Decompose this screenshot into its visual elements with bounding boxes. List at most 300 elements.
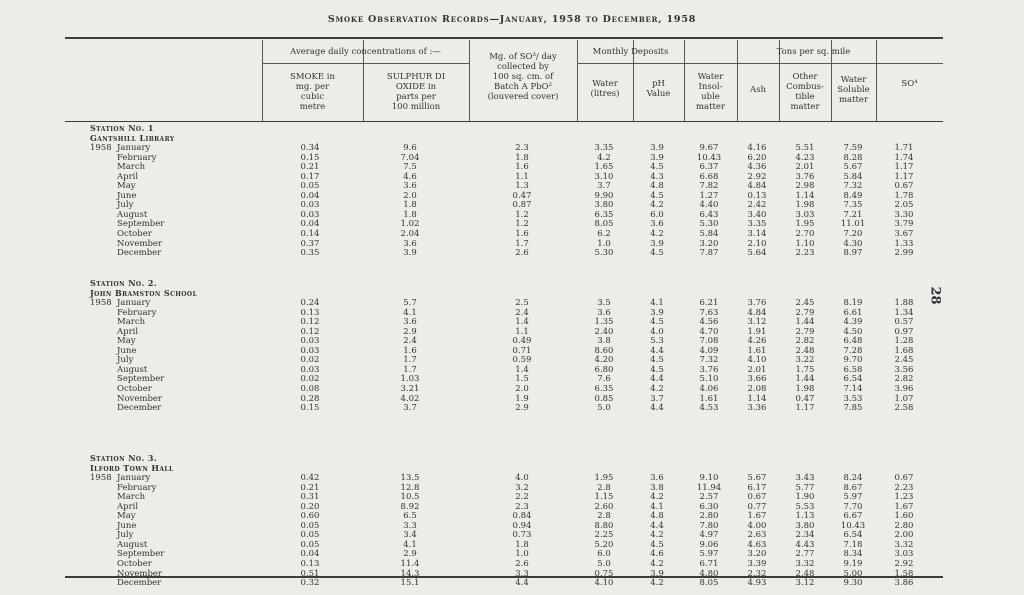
ph-cell: 4.5 <box>650 248 664 259</box>
smoke-cell: 0.17 <box>300 171 320 182</box>
smoke-cell: 0.13 <box>300 558 320 569</box>
ph-cell: 3.9 <box>650 307 664 318</box>
smoke-cell: 0.42 <box>300 473 320 483</box>
ash-cell: 3.35 <box>747 219 767 230</box>
soluble-cell: 7.85 <box>843 403 863 414</box>
combustible-cell: 3.22 <box>795 355 815 366</box>
water-cell: 8.05 <box>594 219 614 230</box>
month-cell: March <box>117 162 146 173</box>
table-row <box>0 143 1024 153</box>
soluble-cell: 8.19 <box>843 298 863 308</box>
insoluble-cell: 6.21 <box>699 298 719 308</box>
month-cell: November <box>117 238 162 249</box>
combustible-cell: 2.70 <box>795 228 815 239</box>
ph-cell: 4.5 <box>650 190 664 201</box>
combustible-cell: 1.90 <box>795 492 815 503</box>
sulphur-cell: 3.21 <box>400 383 420 394</box>
ph-cell: 3.8 <box>650 482 664 493</box>
month-cell: August <box>117 539 148 550</box>
month-cell: February <box>117 482 157 493</box>
so4-cell: 3.30 <box>894 209 914 220</box>
water-cell: 5.20 <box>594 539 614 550</box>
month-cell: June <box>117 345 137 356</box>
smoke-cell: 0.04 <box>300 190 320 201</box>
header-sulphur: SULPHUR DI OXIDE in parts per 100 million <box>386 72 446 112</box>
insoluble-cell: 9.67 <box>699 143 719 153</box>
header-combustible: Other Combus- tible matter <box>786 72 824 112</box>
combustible-cell: 2.34 <box>795 530 815 541</box>
combustible-cell: 1.98 <box>795 200 815 211</box>
table-row <box>0 569 1024 579</box>
insoluble-cell: 7.87 <box>699 248 719 259</box>
month-cell: August <box>117 209 148 220</box>
smoke-cell: 0.12 <box>300 326 320 337</box>
water-cell: 8.60 <box>594 345 614 356</box>
ph-cell: 4.2 <box>650 578 664 589</box>
insoluble-cell: 9.06 <box>699 539 719 550</box>
so3-collected-cell: 1.1 <box>515 326 529 337</box>
table-row <box>0 153 1024 163</box>
table-row <box>0 394 1024 404</box>
ash-cell: 6.17 <box>747 482 767 493</box>
soluble-cell: 5.84 <box>843 171 863 182</box>
water-cell: 1.0 <box>597 238 611 249</box>
insoluble-cell: 4.40 <box>699 200 719 211</box>
soluble-cell: 8.49 <box>843 190 863 201</box>
so4-cell: 1.33 <box>894 238 914 249</box>
insoluble-cell: 5.30 <box>699 219 719 230</box>
water-cell: 1.65 <box>594 162 614 173</box>
month-cell: October <box>117 558 152 569</box>
header-ash: Ash <box>750 85 766 95</box>
soluble-cell: 7.20 <box>843 228 863 239</box>
ph-cell: 6.0 <box>650 209 664 220</box>
soluble-cell: 8.34 <box>843 549 863 560</box>
ph-cell: 4.0 <box>650 326 664 337</box>
water-cell: 0.85 <box>594 393 614 404</box>
ash-cell: 4.63 <box>747 539 767 550</box>
soluble-cell: 9.70 <box>843 355 863 366</box>
soluble-cell: 8.67 <box>843 482 863 493</box>
insoluble-cell: 1.27 <box>699 190 719 201</box>
so3-collected-cell: 1.8 <box>515 152 529 163</box>
header-group-monthly: Monthly Deposits <box>592 47 669 57</box>
ph-cell: 3.6 <box>650 219 664 230</box>
combustible-cell: 2.01 <box>795 162 815 173</box>
ash-cell: 3.40 <box>747 209 767 220</box>
station-number: Station No. 3. <box>90 453 158 463</box>
soluble-cell: 7.35 <box>843 200 863 211</box>
water-cell: 4.20 <box>594 355 614 366</box>
table-row <box>0 229 1024 239</box>
month-cell: November <box>117 568 162 579</box>
table-row <box>0 530 1024 540</box>
so4-cell: 0.57 <box>894 317 914 328</box>
sulphur-cell: 7.04 <box>400 152 420 163</box>
insoluble-cell: 6.43 <box>699 209 719 220</box>
ph-cell: 4.4 <box>650 374 664 385</box>
table-row <box>0 248 1024 258</box>
combustible-cell: 2.98 <box>795 181 815 192</box>
ph-cell: 3.9 <box>650 143 664 153</box>
smoke-cell: 0.05 <box>300 539 320 550</box>
table-row <box>0 308 1024 318</box>
month-cell: December <box>117 248 162 259</box>
combustible-cell: 2.82 <box>795 336 815 347</box>
insoluble-cell: 4.80 <box>699 568 719 579</box>
so3-collected-cell: 1.4 <box>515 364 529 375</box>
combustible-cell: 1.95 <box>795 219 815 230</box>
ash-cell: 0.77 <box>747 501 767 512</box>
sulphur-cell: 3.3 <box>403 520 417 531</box>
ash-cell: 4.00 <box>747 520 767 531</box>
table-row <box>0 172 1024 182</box>
water-cell: 6.35 <box>594 383 614 394</box>
so3-collected-cell: 2.6 <box>515 248 529 259</box>
combustible-cell: 0.47 <box>795 393 815 404</box>
so3-collected-cell: 0.71 <box>512 345 532 356</box>
combustible-cell: 4.43 <box>795 539 815 550</box>
so4-cell: 3.56 <box>894 364 914 375</box>
table-row <box>0 191 1024 201</box>
table-row <box>0 336 1024 346</box>
combustible-cell: 1.75 <box>795 364 815 375</box>
ph-cell: 4.4 <box>650 520 664 531</box>
water-cell: 1.95 <box>594 473 614 483</box>
ash-cell: 0.13 <box>747 190 767 201</box>
ash-cell: 4.10 <box>747 355 767 366</box>
water-cell: 5.0 <box>597 558 611 569</box>
water-cell: 3.35 <box>594 143 614 153</box>
so4-cell: 3.67 <box>894 228 914 239</box>
table-row <box>0 473 1024 483</box>
soluble-cell: 8.28 <box>843 152 863 163</box>
smoke-cell: 0.31 <box>300 492 320 503</box>
so4-cell: 2.00 <box>894 530 914 541</box>
header-insoluble: Water Insol- uble matter <box>695 72 726 112</box>
ph-cell: 4.4 <box>650 403 664 414</box>
so4-cell: 1.88 <box>894 298 914 308</box>
ph-cell: 4.1 <box>650 298 664 308</box>
ash-cell: 2.32 <box>747 568 767 579</box>
so4-cell: 1.71 <box>894 143 914 153</box>
station-heading <box>90 124 175 143</box>
ph-cell: 4.8 <box>650 511 664 522</box>
ph-cell: 4.4 <box>650 345 664 356</box>
insoluble-cell: 6.68 <box>699 171 719 182</box>
soluble-cell: 6.54 <box>843 530 863 541</box>
combustible-cell: 3.12 <box>795 578 815 589</box>
combustible-cell: 5.51 <box>795 143 815 153</box>
sulphur-cell: 3.4 <box>403 530 417 541</box>
ph-cell: 4.2 <box>650 200 664 211</box>
so3-collected-cell: 1.6 <box>515 162 529 173</box>
smoke-cell: 0.51 <box>300 568 320 579</box>
ash-cell: 3.76 <box>747 298 767 308</box>
water-cell: 3.5 <box>597 298 611 308</box>
so4-cell: 0.67 <box>894 473 914 483</box>
so3-collected-cell: 0.87 <box>512 200 532 211</box>
table-row <box>0 384 1024 394</box>
combustible-cell: 1.14 <box>795 190 815 201</box>
smoke-cell: 0.24 <box>300 298 320 308</box>
sulphur-cell: 9.6 <box>403 143 417 153</box>
insoluble-cell: 10.43 <box>696 152 722 163</box>
sulphur-cell: 3.7 <box>403 403 417 414</box>
so4-cell: 2.80 <box>894 520 914 531</box>
insoluble-cell: 5.84 <box>699 228 719 239</box>
so4-cell: 1.34 <box>894 307 914 318</box>
group-underline <box>577 63 684 64</box>
ash-cell: 3.20 <box>747 549 767 560</box>
insoluble-cell: 7.08 <box>699 336 719 347</box>
month-cell: April <box>117 501 139 512</box>
table-row <box>0 298 1024 308</box>
ash-cell: 1.67 <box>747 511 767 522</box>
soluble-cell: 4.39 <box>843 317 863 328</box>
water-cell: 6.0 <box>597 549 611 560</box>
header-group-tons: Tons per sq. mile <box>776 47 851 57</box>
table-row <box>0 502 1024 512</box>
table-row <box>0 540 1024 550</box>
smoke-cell: 0.03 <box>300 364 320 375</box>
table-row <box>0 521 1024 531</box>
water-cell: 6.2 <box>597 228 611 239</box>
sulphur-cell: 3.9 <box>403 248 417 259</box>
sulphur-cell: 14.3 <box>400 568 420 579</box>
smoke-cell: 0.20 <box>300 501 320 512</box>
table-row <box>0 483 1024 493</box>
smoke-cell: 0.60 <box>300 511 320 522</box>
so4-cell: 3.86 <box>894 578 914 589</box>
ash-cell: 5.67 <box>747 473 767 483</box>
so3-collected-cell: 2.3 <box>515 501 529 512</box>
month-cell: April <box>117 326 139 337</box>
combustible-cell: 1.44 <box>795 374 815 385</box>
insoluble-cell: 8.05 <box>699 578 719 589</box>
insoluble-cell: 4.70 <box>699 326 719 337</box>
smoke-cell: 0.34 <box>300 143 320 153</box>
combustible-cell: 5.53 <box>795 501 815 512</box>
sulphur-cell: 4.1 <box>403 307 417 318</box>
month-cell: December <box>117 403 162 414</box>
water-cell: 0.75 <box>594 568 614 579</box>
table-row <box>0 200 1024 210</box>
month-cell: November <box>117 393 162 404</box>
insoluble-cell: 6.71 <box>699 558 719 569</box>
so4-cell: 1.74 <box>894 152 914 163</box>
table-row <box>0 181 1024 191</box>
combustible-cell: 3.76 <box>795 171 815 182</box>
sulphur-cell: 1.8 <box>403 209 417 220</box>
sulphur-cell: 1.8 <box>403 200 417 211</box>
header-ph: pH Value <box>646 79 671 99</box>
ph-cell: 4.5 <box>650 317 664 328</box>
month-cell: September <box>117 549 165 560</box>
station-name: John Bramston School <box>90 287 198 298</box>
station-number: Station No. 1 <box>90 123 154 133</box>
ph-cell: 4.5 <box>650 539 664 550</box>
so3-collected-cell: 1.0 <box>515 549 529 560</box>
ph-cell: 4.8 <box>650 181 664 192</box>
combustible-cell: 1.13 <box>795 511 815 522</box>
sulphur-cell: 6.5 <box>403 511 417 522</box>
month-cell: October <box>117 383 152 394</box>
combustible-cell: 1.98 <box>795 383 815 394</box>
soluble-cell: 5.67 <box>843 162 863 173</box>
table-row <box>0 219 1024 229</box>
soluble-cell: 7.18 <box>843 539 863 550</box>
ph-cell: 3.6 <box>650 473 664 483</box>
ash-cell: 6.20 <box>747 152 767 163</box>
insoluble-cell: 3.20 <box>699 238 719 249</box>
sulphur-cell: 2.9 <box>403 326 417 337</box>
water-cell: 3.80 <box>594 200 614 211</box>
combustible-cell: 2.77 <box>795 549 815 560</box>
header-smoke: SMOKE in mg. per cubic metre <box>290 72 335 112</box>
so3-collected-cell: 1.9 <box>515 393 529 404</box>
insoluble-cell: 1.61 <box>699 393 719 404</box>
ph-cell: 3.9 <box>650 152 664 163</box>
ph-cell: 4.2 <box>650 228 664 239</box>
so4-cell: 2.05 <box>894 200 914 211</box>
smoke-cell: 0.35 <box>300 248 320 259</box>
smoke-cell: 0.15 <box>300 403 320 414</box>
table-row <box>0 317 1024 327</box>
so3-collected-cell: 1.2 <box>515 209 529 220</box>
so4-cell: 2.99 <box>894 248 914 259</box>
ash-cell: 3.14 <box>747 228 767 239</box>
table-row <box>0 374 1024 384</box>
ph-cell: 3.9 <box>650 568 664 579</box>
combustible-cell: 2.23 <box>795 248 815 259</box>
insoluble-cell: 2.80 <box>699 511 719 522</box>
ph-cell: 3.9 <box>650 238 664 249</box>
water-cell: 3.6 <box>597 307 611 318</box>
soluble-cell: 6.54 <box>843 374 863 385</box>
so4-cell: 1.17 <box>894 171 914 182</box>
so3-collected-cell: 3.2 <box>515 482 529 493</box>
water-cell: 2.8 <box>597 511 611 522</box>
so3-collected-cell: 1.6 <box>515 228 529 239</box>
table-row <box>0 327 1024 337</box>
ash-cell: 4.16 <box>747 143 767 153</box>
combustible-cell: 2.79 <box>795 307 815 318</box>
ash-cell: 0.67 <box>747 492 767 503</box>
smoke-cell: 0.02 <box>300 374 320 385</box>
header-soluble: Water Soluble matter <box>837 75 870 105</box>
so4-cell: 3.32 <box>894 539 914 550</box>
smoke-cell: 0.03 <box>300 336 320 347</box>
so3-collected-cell: 0.49 <box>512 336 532 347</box>
ash-cell: 4.93 <box>747 578 767 589</box>
month-cell: July <box>117 200 134 211</box>
water-cell: 3.10 <box>594 171 614 182</box>
insoluble-cell: 4.97 <box>699 530 719 541</box>
soluble-cell: 6.58 <box>843 364 863 375</box>
table-row <box>0 403 1024 413</box>
sulphur-cell: 4.02 <box>400 393 420 404</box>
soluble-cell: 8.97 <box>843 248 863 259</box>
so3-collected-cell: 0.59 <box>512 355 532 366</box>
smoke-cell: 0.08 <box>300 383 320 394</box>
sulphur-cell: 8.92 <box>400 501 420 512</box>
so3-collected-cell: 2.3 <box>515 143 529 153</box>
so4-cell: 0.67 <box>894 181 914 192</box>
sulphur-cell: 4.1 <box>403 539 417 550</box>
soluble-cell: 10.43 <box>840 520 866 531</box>
smoke-cell: 0.05 <box>300 520 320 531</box>
ash-cell: 3.66 <box>747 374 767 385</box>
table-row <box>0 355 1024 365</box>
so4-cell: 2.58 <box>894 403 914 414</box>
ph-cell: 4.5 <box>650 162 664 173</box>
page-title: Smoke Observation Records—January, 1958 to December, 1958 <box>327 14 697 25</box>
combustible-cell: 3.32 <box>795 558 815 569</box>
ash-cell: 2.01 <box>747 364 767 375</box>
ash-cell: 2.08 <box>747 383 767 394</box>
water-cell: 2.60 <box>594 501 614 512</box>
header-so4: SO⁴ <box>901 79 918 89</box>
soluble-cell: 6.67 <box>843 511 863 522</box>
combustible-cell: 1.17 <box>795 403 815 414</box>
water-cell: 1.35 <box>594 317 614 328</box>
insoluble-cell: 6.30 <box>699 501 719 512</box>
insoluble-cell: 7.80 <box>699 520 719 531</box>
month-cell: October <box>117 228 152 239</box>
month-cell: May <box>117 336 136 347</box>
station-heading <box>90 279 197 298</box>
sulphur-cell: 3.6 <box>403 238 417 249</box>
water-cell: 2.40 <box>594 326 614 337</box>
ash-cell: 4.26 <box>747 336 767 347</box>
sulphur-cell: 11.4 <box>400 558 420 569</box>
so3-collected-cell: 0.94 <box>512 520 532 531</box>
so3-collected-cell: 3.3 <box>515 568 529 579</box>
smoke-cell: 0.05 <box>300 530 320 541</box>
combustible-cell: 1.44 <box>795 317 815 328</box>
ash-cell: 3.12 <box>747 317 767 328</box>
water-cell: 8.80 <box>594 520 614 531</box>
insoluble-cell: 4.56 <box>699 317 719 328</box>
insoluble-cell: 3.76 <box>699 364 719 375</box>
combustible-cell: 4.23 <box>795 152 815 163</box>
so3-collected-cell: 1.8 <box>515 539 529 550</box>
table-row <box>0 162 1024 172</box>
ph-cell: 4.1 <box>650 501 664 512</box>
year-cell: 1958 <box>90 143 112 153</box>
header-group-average: Average daily concentrations of :— <box>290 47 441 57</box>
ph-cell: 4.2 <box>650 383 664 394</box>
soluble-cell: 4.50 <box>843 326 863 337</box>
so4-cell: 1.60 <box>894 511 914 522</box>
ph-cell: 4.2 <box>650 492 664 503</box>
so4-cell: 1.68 <box>894 345 914 356</box>
sulphur-cell: 12.8 <box>400 482 420 493</box>
month-cell: March <box>117 317 146 328</box>
soluble-cell: 9.30 <box>843 578 863 589</box>
combustible-cell: 2.48 <box>795 568 815 579</box>
month-cell: January <box>117 298 151 308</box>
sulphur-cell: 1.02 <box>400 219 420 230</box>
ph-cell: 4.2 <box>650 558 664 569</box>
soluble-cell: 11.01 <box>840 219 866 230</box>
sulphur-cell: 1.7 <box>403 355 417 366</box>
water-cell: 1.15 <box>594 492 614 503</box>
smoke-cell: 0.14 <box>300 228 320 239</box>
so4-cell: 0.97 <box>894 326 914 337</box>
water-cell: 2.8 <box>597 482 611 493</box>
